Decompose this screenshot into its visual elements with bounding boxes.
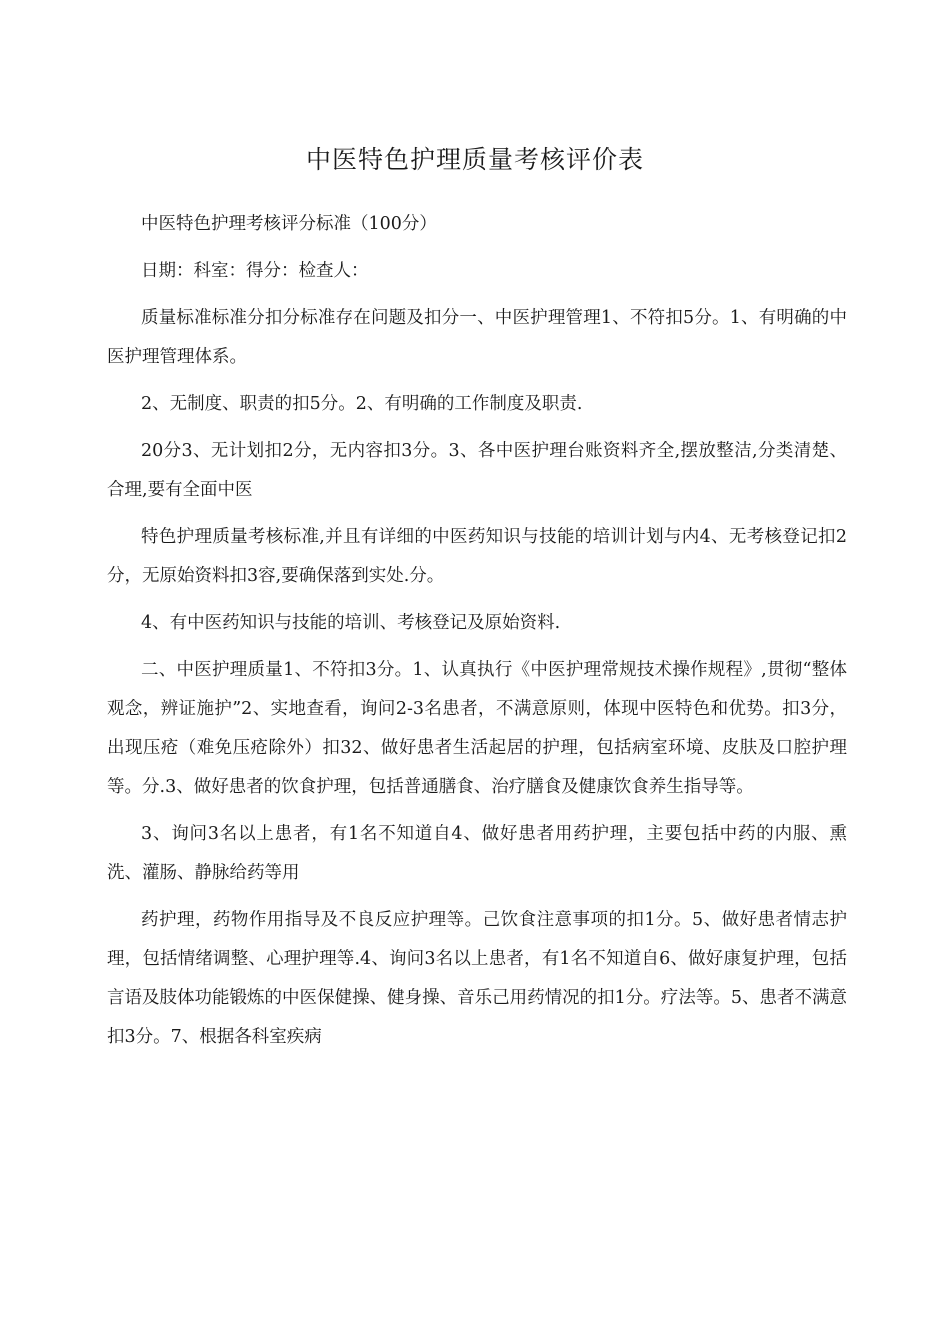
body-paragraph: 2、无制度、职责的扣5分。2、有明确的工作制度及职责. [141, 394, 583, 414]
body-paragraph: 4、有中医药知识与技能的培训、考核登记及原始资料. [141, 613, 561, 633]
body-paragraph: 药护理，药物作用指导及不良反应护理等。己饮食注意事项的扣1分。5、做好患者情志护理，包括情绪调整、心理护理等.4、询问3名以上患者，有1名不知道自6、做好康复护理，包括言语及肢体功能锻炼的中医保健操、健身操、音乐己用药情况的扣1分。疗法等。5、患者不满意扣3分。7、根据各科室疾病 [107, 910, 847, 1047]
document-body [107, 205, 847, 1065]
body-paragraph: 20分3、无计划扣2分，无内容扣3分。3、各中医护理台账资料齐全,摆放整洁,分类清楚、合理,要有全面中医 [107, 441, 847, 500]
score-standard-heading: 中医特色护理考核评分标准（100分） [141, 214, 437, 234]
body-paragraph: 二、中医护理质量1、不符扣3分。1、认真执行《中医护理常规技术操作规程》,贯彻“整体观念，辨证施护”2、实地查看，询问2-3名患者，不满意原则，体现中医特色和优势。扣3分，出现压疮（难免压疮除外）扣32、做好患者生活起居的护理，包括病室环境、皮肤及口腔护理等。分.3、做好患者的饮食护理，包括普通膳食、治疗膳食及健康饮食养生指导等。 [107, 660, 847, 797]
document-title: 中医特色护理质量考核评价表 [305, 145, 644, 174]
body-paragraph: 特色护理质量考核标准,并且有详细的中医药知识与技能的培训计划与内4、无考核登记扣2分，无原始资料扣3容,要确保落到实处.分。 [107, 527, 847, 586]
body-paragraph: 质量标准标准分扣分标准存在问题及扣分一、中医护理管理1、不符扣5分。1、有明确的中医护理管理体系。 [107, 308, 847, 367]
body-paragraph: 3、询问3名以上患者，有1名不知道自4、做好患者用药护理，主要包括中药的内服、熏洗、灌肠、静脉给药等用 [107, 824, 847, 883]
form-header-fields: 日期：科室：得分：检查人： [141, 261, 369, 281]
